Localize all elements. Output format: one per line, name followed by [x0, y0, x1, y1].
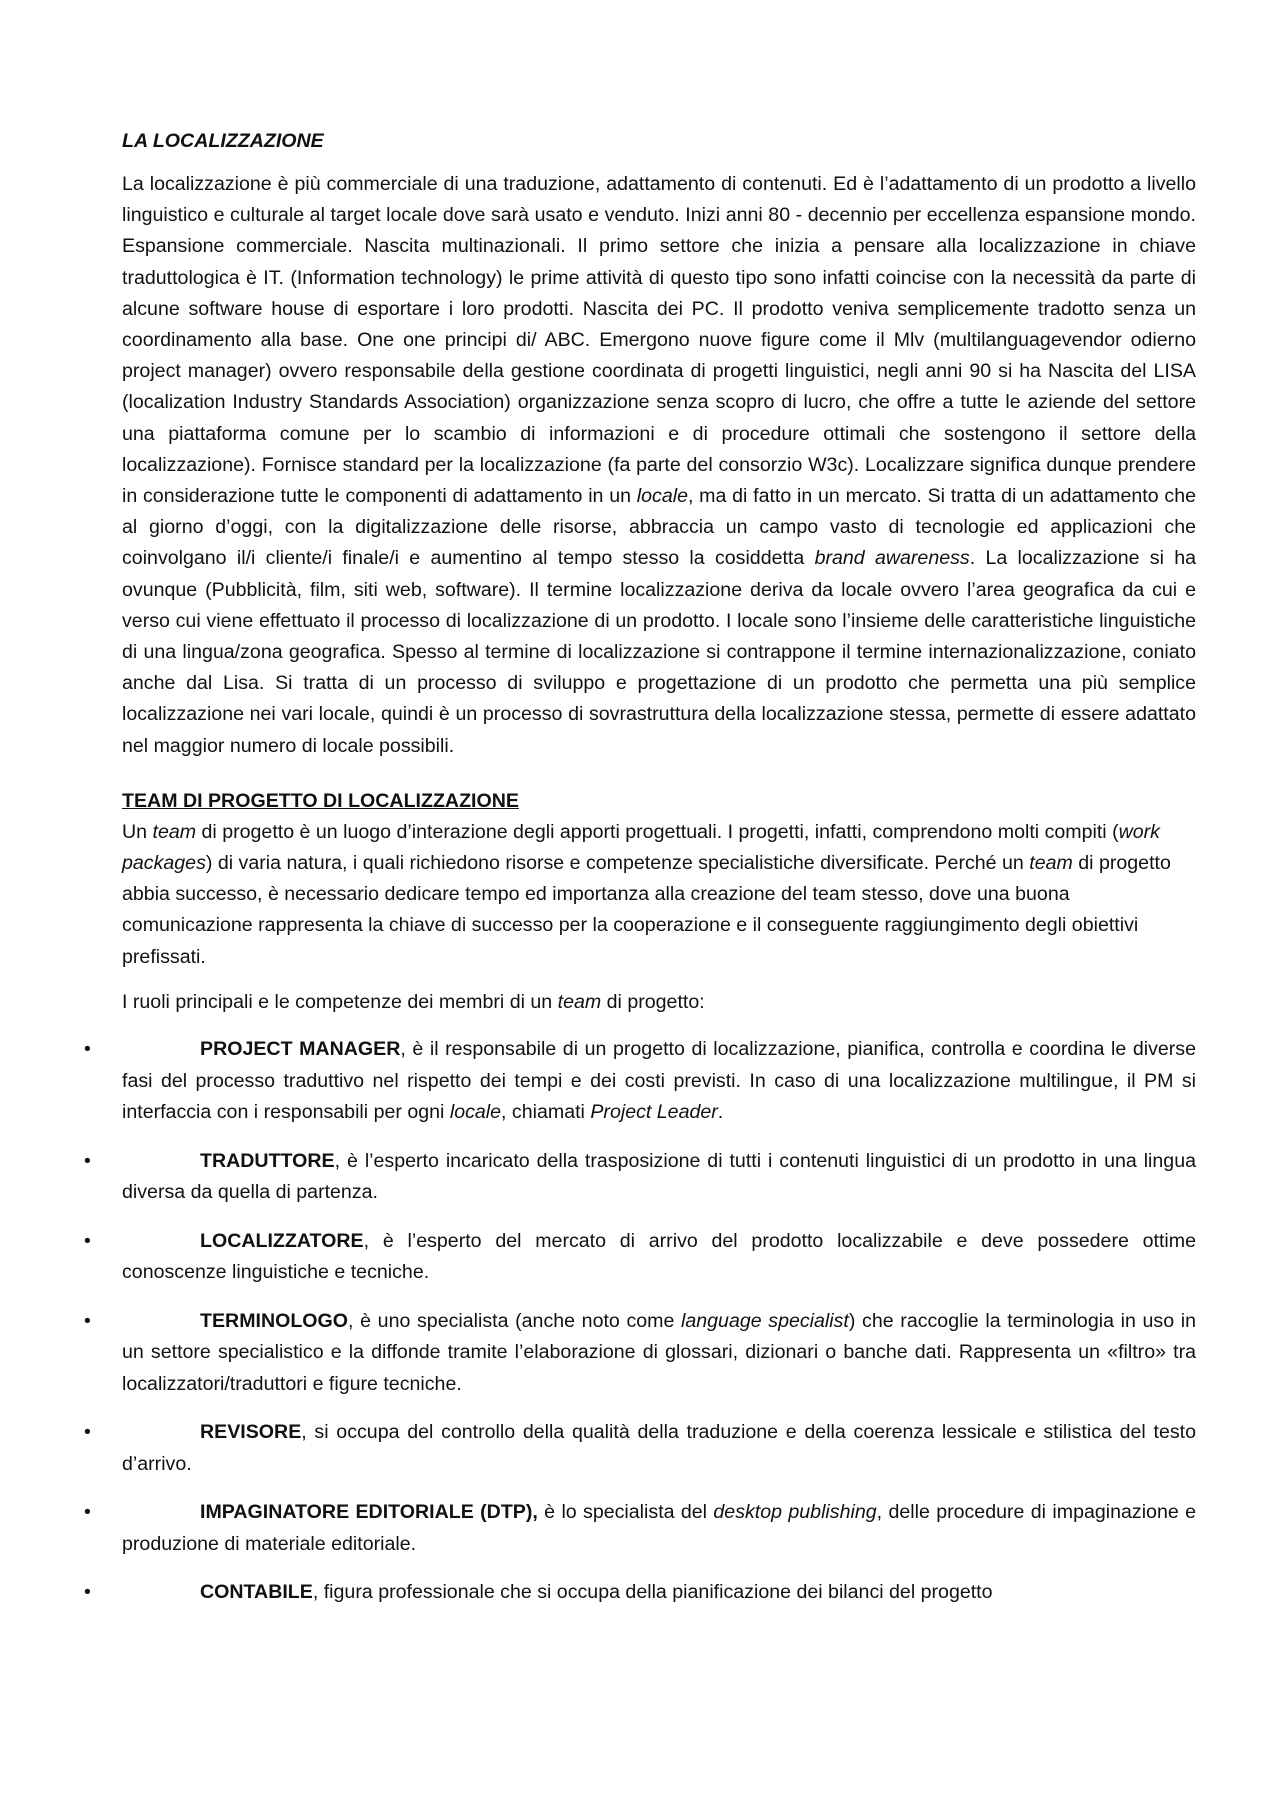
role-term: LOCALIZZATORE: [200, 1229, 364, 1252]
bullet-icon: •: [84, 1309, 91, 1332]
role-term: TRADUTTORE: [200, 1149, 335, 1172]
roles-list: [84, 1034, 1196, 1609]
bullet-icon: •: [84, 1149, 91, 1172]
bullet-icon: •: [84, 1581, 91, 1604]
role-term: REVISORE: [200, 1421, 302, 1444]
team-paragraph: Un team di progetto è un luogo d’interazione degli apporti progettuali. I progetti, infatti, comprendono molti compiti (work packages) di varia natura, i quali richiedono risorse e competenze specialistiche diversificate. Perché un team di progetto abbia successo, è necessario dedicare tempo ed importanza alla creazione del team stesso, dove una buona comunicazione rappresenta la chiave di successo per la cooperazione e il conseguente raggiungimento degli obiettivi prefissati.: [122, 820, 1171, 968]
role-term: IMPAGINATORE EDITORIALE (DTP),: [200, 1501, 538, 1524]
document-page: [84, 126, 1197, 1626]
role-item-revisore: • REVISORE, si occupa del controllo della qualità della traduzione e della coerenza lessicale e stilistica del testo d’arrivo.: [122, 1417, 1196, 1480]
role-item-terminologo: • TERMINOLOGO, è uno specialista (anche noto come language specialist) che raccoglie la terminologia in uso in un settore specialistico e la diffonde tramite l’elaborazione di glossari, dizionari o banche dati. Rappresenta un «filtro» tra localizzatori/traduttori e figure tecniche.: [122, 1306, 1196, 1401]
bullet-icon: •: [84, 1038, 91, 1061]
team-heading: TEAM DI PROGETTO DI LOCALIZZAZIONE: [122, 789, 519, 812]
bullet-icon: •: [84, 1229, 91, 1252]
bullet-icon: •: [84, 1421, 91, 1444]
intro-paragraph: La localizzazione è più commerciale di una traduzione, adattamento di contenuti. Ed è l’adattamento di un prodotto a livello linguistico e culturale al target locale dove sarà usato e venduto. Inizi anni 80 - decennio per eccellenza espansione mondo. Espansione commerciale. Nascita multinazionali. Il primo settore che inizia a pensare alla localizzazione in chiave traduttologica è IT. (Information technology) le prime attività di questo tipo sono infatti coincise con la necessità da parte di alcune software house di esportare i loro prodotti. Nascita dei PC. Il prodotto veniva semplicemente tradotto senza un coordinamento alla base. One one principi di/ ABC. Emergono nuove figure come il Mlv (multilanguagevendor odierno project manager) ovvero responsabile della gestione coordinata di progetti linguistici, negli anni 90 si ha Nascita del LISA (localization Industry Standards Association) organizzazione senza scopro di lucro, che offre a tutte le aziende del settore una piattaforma comune per lo scambio di informazioni e di procedure ottimali che sostengono il settore della localizzazione). Fornisce standard per la localizzazione (fa parte del consorzio W3c). Localizzare significa dunque prendere in considerazione tutte le componenti di adattamento in un locale, ma di fatto in un mercato. Si tratta di un adattamento che al giorno d’oggi, con la digitalizzazione delle risorse, abbraccia un campo vasto di tecnologie ed applicazioni che coinvolgano il/i cliente/i finale/i e aumentino al tempo stesso la cosiddetta brand awareness. La localizzazione si ha ovunque (Pubblicità, film, siti web, software). Il termine localizzazione deriva da locale ovvero l’area geografica da cui e verso cui viene effettuato il processo di localizzazione di un prodotto. I locale sono l’insieme delle caratteristiche linguistiche di una lingua/zona geografica. Spesso al termine di localizzazione si contrappone il termine internazionalizzazione, coniato anche dal Lisa. Si tratta di un processo di sviluppo e progettazione di un prodotto che permetta una più semplice localizzazione nei vari locale, quindi è un processo di sovrastruttura della localizzazione stessa, permette di essere adattato nel maggior numero di locale possibili.: [122, 173, 1197, 757]
role-item-project-manager: • PROJECT MANAGER, è il responsabile di un progetto di localizzazione, pianifica, controlla e coordina le diverse fasi del processo traduttivo nel rispetto dei tempi e dei costi previsti. In caso di una localizzazione multilingue, il PM si interfaccia con i responsabili per ogni locale, chiamati Project Leader.: [122, 1034, 1196, 1129]
document-title: LA LOCALIZZAZIONE: [122, 130, 324, 152]
role-item-localizzatore: • LOCALIZZATORE, è l’esperto del mercato di arrivo del prodotto localizzabile e deve possedere ottime conoscenze linguistiche e tecniche.: [122, 1226, 1196, 1289]
role-term: CONTABILE: [200, 1581, 313, 1604]
role-item-contabile: • CONTABILE, figura professionale che si occupa della pianificazione dei bilanci del progetto: [122, 1577, 1196, 1609]
bullet-icon: •: [84, 1501, 91, 1524]
role-term: TERMINOLOGO: [200, 1309, 349, 1332]
role-item-impaginatore: • IMPAGINATORE EDITORIALE (DTP), è lo specialista del desktop publishing, delle procedure di impaginazione e produzione di materiale editoriale.: [122, 1497, 1196, 1560]
roles-intro: I ruoli principali e le competenze dei membri di un team di progetto:: [122, 990, 705, 1013]
role-item-traduttore: • TRADUTTORE, è l’esperto incaricato della trasposizione di tutti i contenuti linguistici di un prodotto in una lingua diversa da quella di partenza.: [122, 1146, 1196, 1209]
role-term: PROJECT MANAGER: [200, 1038, 401, 1061]
